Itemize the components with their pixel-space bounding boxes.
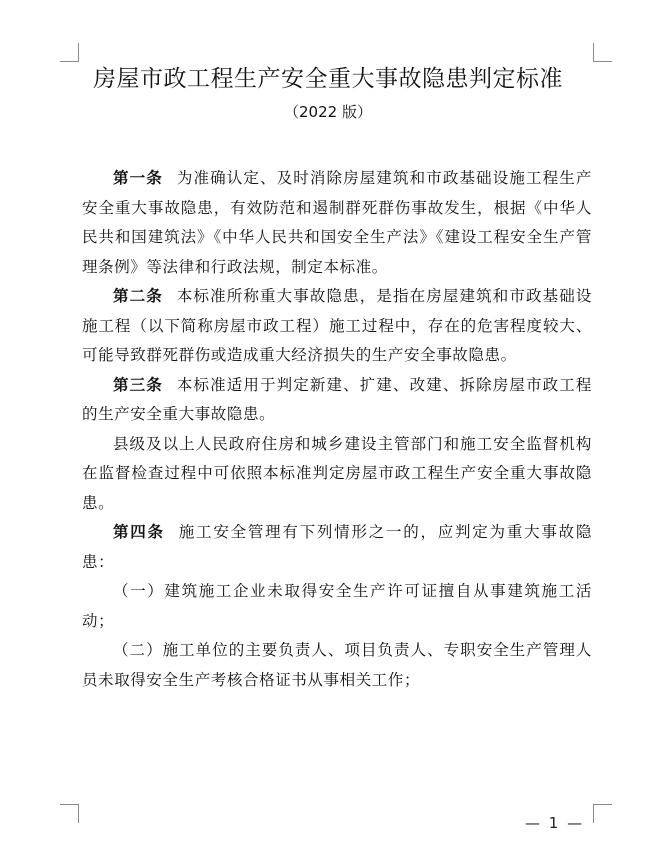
page-corner-mark-top-left xyxy=(60,43,79,62)
page-number: — 1 — xyxy=(525,814,585,832)
article-label: 第二条 xyxy=(113,287,163,305)
article-4 xyxy=(82,518,592,577)
article-label: 第一条 xyxy=(113,169,163,187)
article-1 xyxy=(82,164,592,282)
page-corner-mark-top-right xyxy=(593,43,612,62)
article-label: 第四条 xyxy=(113,523,165,541)
document-title: 房屋市政工程生产安全重大事故隐患判定标准 xyxy=(93,66,563,92)
article-4-item-2: （二）施工单位的主要负责人、项目负责人、专职安全生产管理人员未取得安全生产考核合格证书从事相关工作； xyxy=(82,641,592,689)
article-3 xyxy=(82,371,592,430)
document-subtitle: （2022 版） xyxy=(284,103,372,121)
article-label: 第三条 xyxy=(113,375,163,394)
article-text: 施工安全管理有下列情形之一的，应判定为重大事故隐患： xyxy=(82,523,592,571)
article-3-paragraph-2: 县级及以上人民政府住房和城乡建设主管部门和施工安全监督机构在监督检查过程中可依照本标准判定房屋市政工程生产安全重大事故隐患。 xyxy=(82,434,592,512)
article-2 xyxy=(82,282,592,371)
article-4-item-1: （一）建筑施工企业未取得安全生产许可证擅自从事建筑施工活动； xyxy=(82,582,592,630)
article-text: 本标准适用于判定新建、扩建、改建、拆除房屋市政工程的生产安全重大事故隐患。 xyxy=(82,375,592,423)
page-corner-mark-bottom-right xyxy=(593,804,612,823)
article-text: 本标准所称重大事故隐患，是指在房屋建筑和市政基础设施工程（以下简称房屋市政工程）施工过程中，存在的危害程度较大、可能导致群死群伤或造成重大经济损失的生产安全事故隐患。 xyxy=(82,287,592,364)
document-body xyxy=(82,164,592,695)
page-corner-mark-bottom-left xyxy=(60,804,79,823)
article-text: 为准确认定、及时消除房屋建筑和市政基础设施工程生产安全重大事故隐患，有效防范和遏制群死群伤事故发生，根据《中华人民共和国建筑法》《中华人民共和国安全生产法》《建设工程安全生产管理条例》等法律和行政法规，制定本标准。 xyxy=(82,169,592,276)
